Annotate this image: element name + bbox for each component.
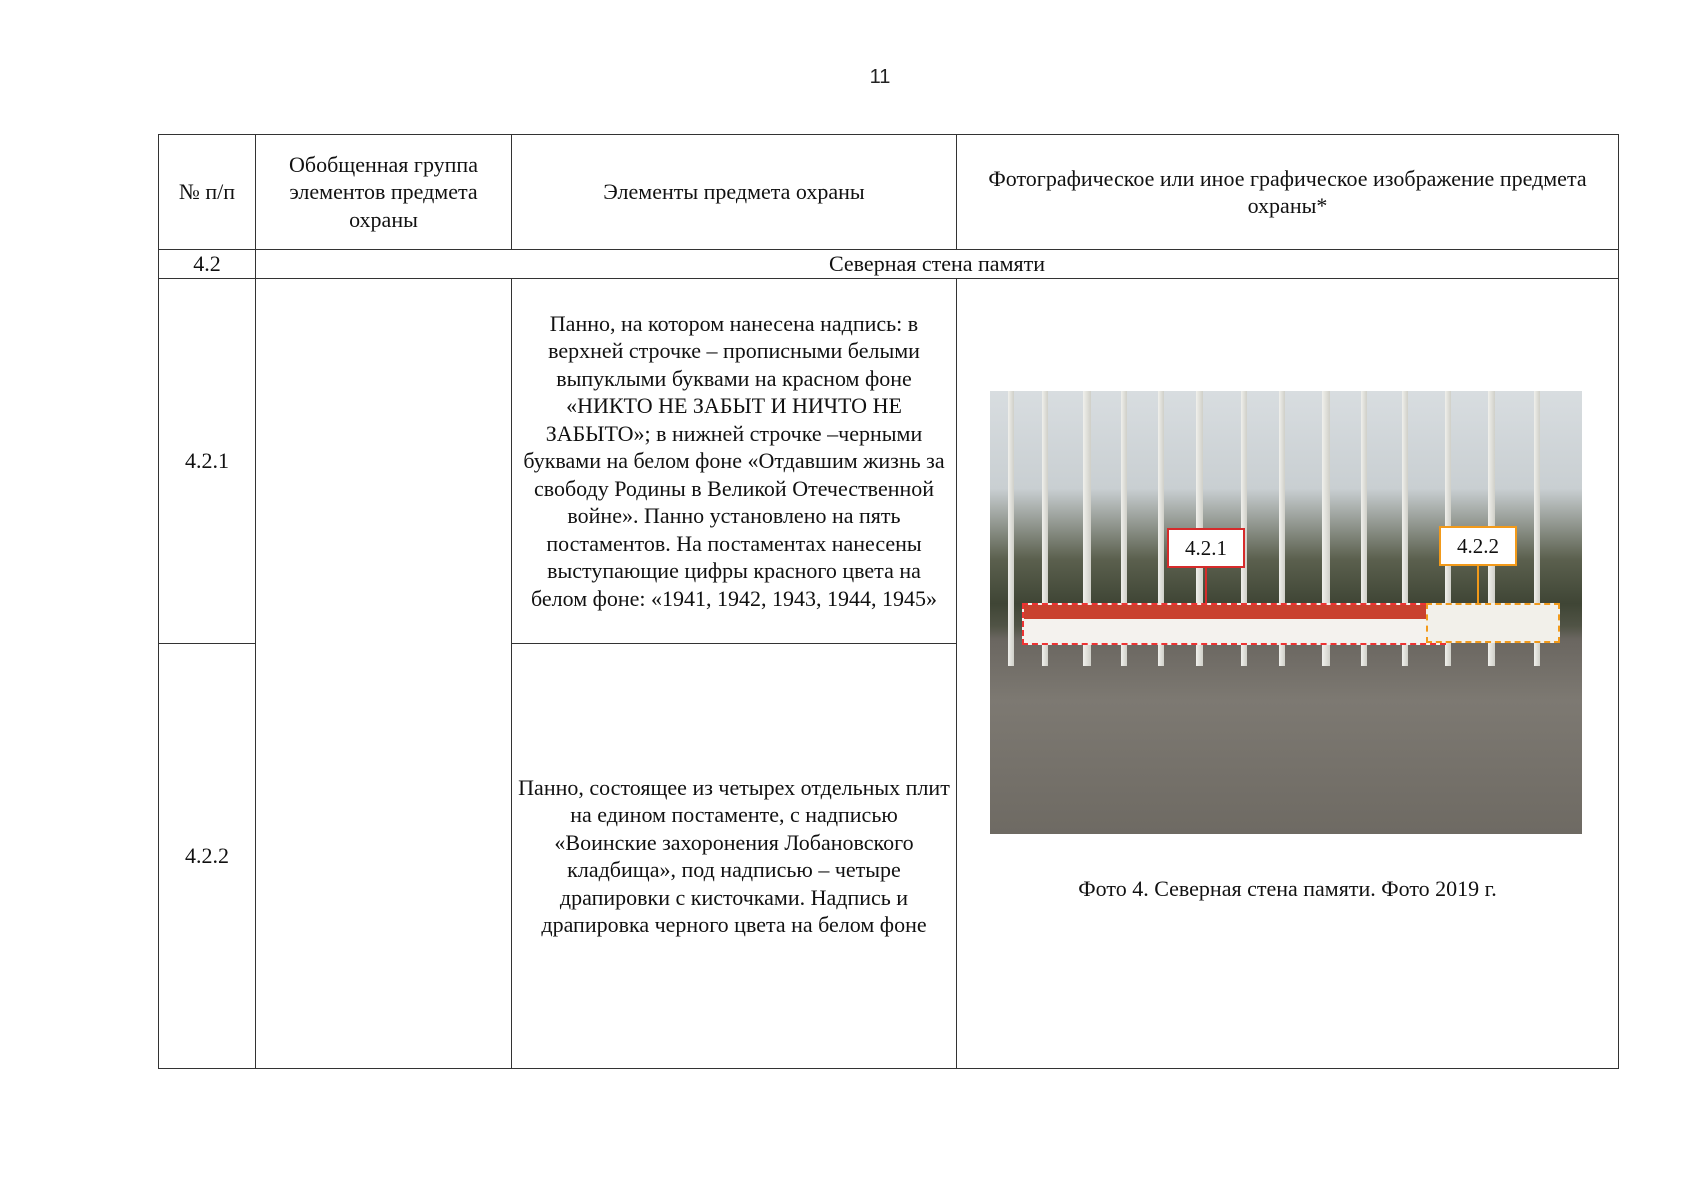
header-elements: Элементы предмета охраны (512, 135, 957, 250)
callout-pointer-1 (1205, 568, 1207, 603)
memorial-banner-4-2-1 (1022, 603, 1446, 645)
table-header-row (159, 135, 1619, 250)
section-number: 4.2 (159, 250, 256, 279)
row-description: Панно, состоящее из четырех отдельных плит на едином постаменте, с надписью «Воинские захоронения Лобановского кладбища», под надписью – четыре драпировки с кисточками. Надпись и драпировка черного цвета на белом фоне (512, 644, 957, 1069)
photo-caption: Фото 4. Северная стена памяти. Фото 2019 г. (1078, 876, 1497, 901)
callout-label-4-2-2: 4.2.2 (1439, 526, 1517, 566)
header-number: № п/п (159, 135, 256, 250)
protection-table (158, 134, 1619, 1069)
header-group: Обобщенная группа элементов предмета охраны (256, 135, 512, 250)
header-image: Фотографическое или иное графическое изображение предмета охраны* (957, 135, 1619, 250)
row-description: Панно, на котором нанесена надпись: в верхней строчке – прописными белыми выпуклыми буквами на красном фоне «НИКТО НЕ ЗАБЫТ И НИЧТО НЕ ЗАБЫТО»; в нижней строчке –черными буквами на белом фоне «Отдавшим жизнь за свободу Родины в Великой Отечественной войне». Панно установлено на пять постаментов. На постаментах нанесены выступающие цифры красного цвета на белом фоне: «1941, 1942, 1943, 1944, 1945» (512, 279, 957, 644)
section-row (159, 250, 1619, 279)
section-title: Северная стена памяти (256, 250, 1619, 279)
memorial-wall-photo (990, 391, 1582, 834)
page-number: 11 (869, 66, 891, 88)
photo-cell (957, 279, 1619, 1069)
row-number: 4.2.2 (159, 644, 256, 1069)
group-cell (256, 279, 512, 1069)
memorial-banner-4-2-2 (1426, 603, 1560, 643)
callout-label-4-2-1: 4.2.1 (1167, 528, 1245, 568)
callout-pointer-2 (1477, 566, 1479, 603)
row-number: 4.2.1 (159, 279, 256, 644)
table-row (159, 279, 1619, 644)
